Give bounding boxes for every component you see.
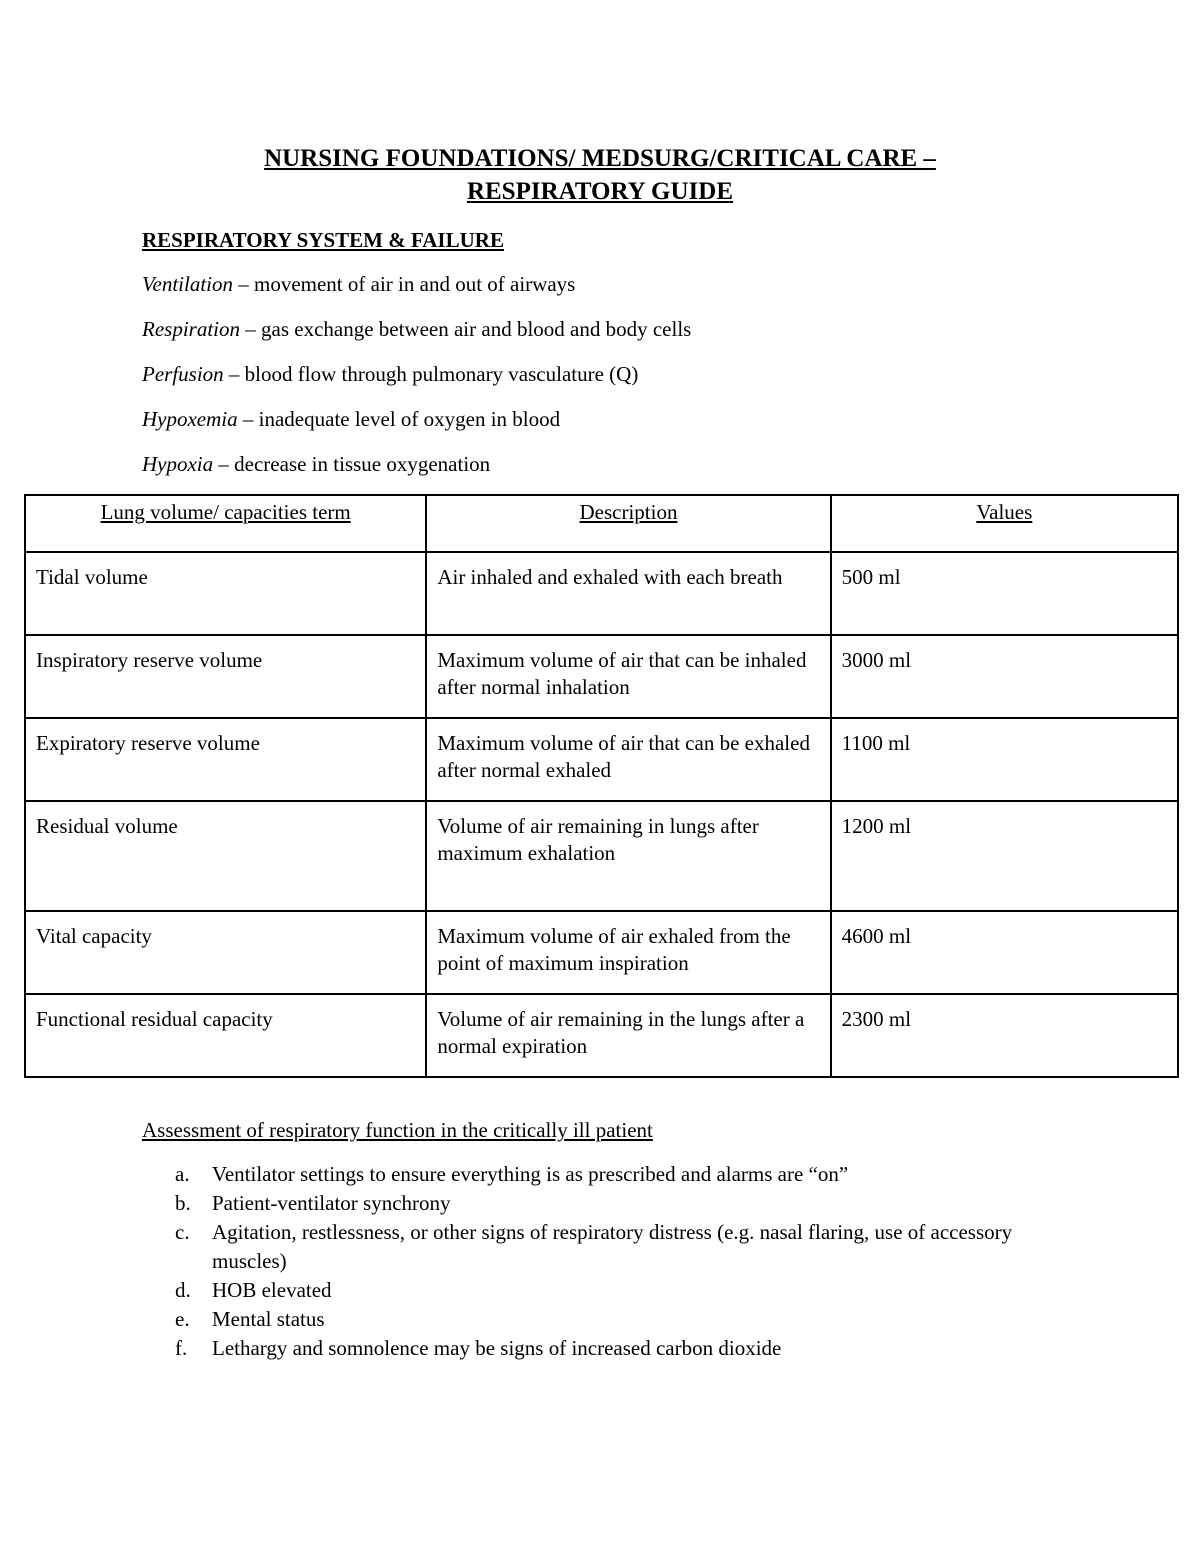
list-marker: a. — [175, 1162, 190, 1186]
list-item-text: Mental status — [212, 1307, 325, 1331]
definition-term: Ventilation — [142, 272, 233, 296]
definition-hypoxemia — [142, 405, 560, 433]
list-marker: c. — [175, 1220, 190, 1244]
cell-description: Volume of air remaining in lungs after maximum exhalation — [426, 801, 830, 911]
definition-text: – gas exchange between air and blood and body cells — [240, 317, 692, 341]
document-title-line-2: RESPIRATORY GUIDE — [466, 178, 734, 205]
definition-text: – inadequate level of oxygen in blood — [237, 407, 561, 431]
definition-term: Hypoxia — [142, 452, 214, 476]
table-row — [25, 911, 1178, 994]
definition-text: – blood flow through pulmonary vasculature (Q) — [223, 362, 639, 386]
cell-term: Expiratory reserve volume — [25, 718, 426, 801]
definition-text: – decrease in tissue oxygenation — [213, 452, 491, 476]
cell-description: Air inhaled and exhaled with each breath — [426, 552, 830, 635]
document-title-line-1: NURSING FOUNDATIONS/ MEDSURG/CRITICAL CARE – — [264, 145, 936, 172]
section-heading: RESPIRATORY SYSTEM & FAILURE — [142, 228, 504, 252]
list-item-text: Patient-ventilator synchrony — [212, 1191, 451, 1215]
list-item — [142, 1334, 1042, 1363]
list-item-text: Lethargy and somnolence may be signs of increased carbon dioxide — [212, 1336, 782, 1360]
list-item — [142, 1189, 1042, 1218]
definition-perfusion — [142, 360, 638, 388]
list-item-text: HOB elevated — [212, 1278, 332, 1302]
table-row — [25, 801, 1178, 911]
cell-value: 3000 ml — [831, 635, 1178, 718]
definition-term: Perfusion — [142, 362, 224, 386]
cell-value: 1200 ml — [831, 801, 1178, 911]
definition-term: Hypoxemia — [142, 407, 238, 431]
list-marker: e. — [175, 1307, 190, 1331]
list-marker: d. — [175, 1278, 191, 1302]
list-marker: f. — [175, 1336, 188, 1360]
definition-term: Respiration — [142, 317, 240, 341]
cell-description: Maximum volume of air that can be inhaled after normal inhalation — [426, 635, 830, 718]
list-item — [142, 1218, 1042, 1276]
cell-description: Volume of air remaining in the lungs after a normal expiration — [426, 994, 830, 1077]
assessment-heading: Assessment of respiratory function in the critically ill patient — [142, 1118, 653, 1142]
cell-value: 1100 ml — [831, 718, 1178, 801]
cell-value: 500 ml — [831, 552, 1178, 635]
table-row — [25, 994, 1178, 1077]
column-header-description: Description — [426, 495, 830, 552]
definition-ventilation — [142, 270, 575, 298]
list-item — [142, 1276, 1042, 1305]
list-item-text: Ventilator settings to ensure everything is as prescribed and alarms are “on” — [212, 1162, 849, 1186]
cell-term: Functional residual capacity — [25, 994, 426, 1077]
definition-text: – movement of air in and out of airways — [233, 272, 576, 296]
list-marker: b. — [175, 1191, 191, 1215]
definition-respiration — [142, 315, 691, 343]
cell-term: Inspiratory reserve volume — [25, 635, 426, 718]
table-row — [25, 635, 1178, 718]
definition-hypoxia — [142, 450, 490, 478]
cell-value: 2300 ml — [831, 994, 1178, 1077]
cell-value: 4600 ml — [831, 911, 1178, 994]
list-item — [142, 1160, 1042, 1189]
column-header-values: Values — [831, 495, 1178, 552]
lung-volumes-table — [24, 494, 1179, 1078]
table-row — [25, 552, 1178, 635]
table-row — [25, 718, 1178, 801]
cell-description: Maximum volume of air exhaled from the point of maximum inspiration — [426, 911, 830, 994]
cell-term: Residual volume — [25, 801, 426, 911]
cell-term: Tidal volume — [25, 552, 426, 635]
list-item — [142, 1305, 1042, 1334]
list-item-text: Agitation, restlessness, or other signs of respiratory distress (e.g. nasal flaring, use of accessory muscles) — [212, 1220, 1013, 1273]
table-header-row — [25, 495, 1178, 552]
assessment-list — [142, 1160, 1042, 1363]
cell-term: Vital capacity — [25, 911, 426, 994]
cell-description: Maximum volume of air that can be exhaled after normal exhaled — [426, 718, 830, 801]
column-header-term: Lung volume/ capacities term — [25, 495, 426, 552]
